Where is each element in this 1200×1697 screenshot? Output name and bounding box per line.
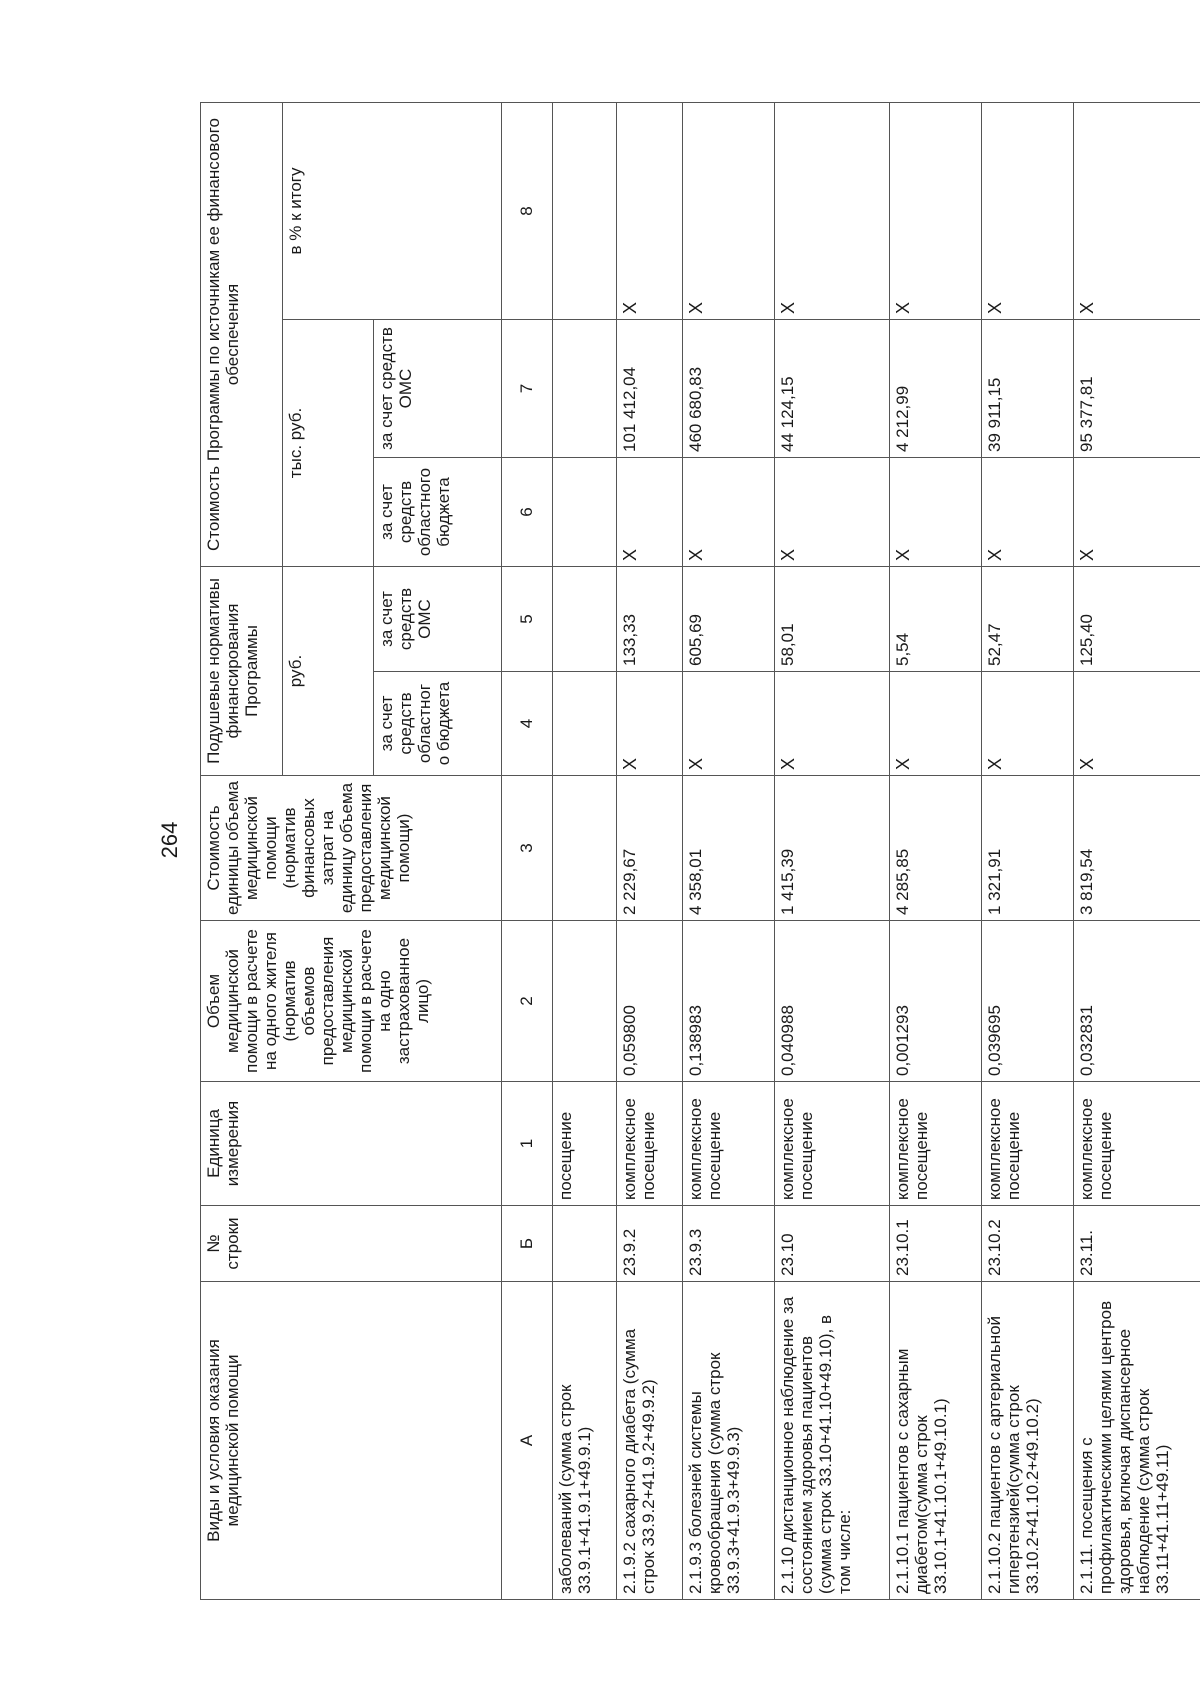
row-unit: комплексное посещение	[683, 1082, 775, 1206]
row-unit-cost: 1 321,91	[982, 776, 1074, 921]
colnum-7: 7	[501, 320, 552, 458]
header-norm-oms: за счет средств ОМС	[374, 567, 502, 672]
row-unit-cost: 1 415,39	[775, 776, 890, 921]
row-name: 2.1.10.1 пациентов с сахарным диабетом(сумма строк 33.10.1+41.10.1+49.10.1)	[890, 1282, 982, 1600]
row-name: 2.1.9.3 болезней системы кровообращения (сумма строк 33.9.3+41.9.3+49.9.3)	[683, 1282, 775, 1600]
row-name: 2.1.11. посещения с профилактическими целями центров здоровья, включая диспансерное наблюдение (сумма строк 33.11+41.11+49.11)	[1074, 1282, 1200, 1600]
row-name: 2.1.10 дистанционное наблюдение за состоянием здоровья пациентов (сумма строк 33.10+41.10+49.10), в том числе:	[775, 1282, 890, 1600]
row-volume: 0,059800	[616, 921, 682, 1082]
row-unit-cost: 2 229,67	[616, 776, 682, 921]
row-norm-budget: Х	[616, 672, 682, 776]
row-percent: Х	[616, 102, 682, 319]
page-number: 264	[157, 821, 182, 859]
header-unit: Единица измерения	[201, 1082, 502, 1206]
header-volume: Объем медицинской помощи в расчете на одного жителя (норматив объемов предоставления медицинской помощи в расчете на одно застрахованное лицо)	[201, 921, 502, 1082]
table-row	[982, 102, 1074, 1599]
header-norm-budget: за счет средств областног о бюджета	[374, 672, 502, 776]
colnum-b: Б	[501, 1206, 552, 1282]
row-norm-budget: Х	[890, 672, 982, 776]
row-cost-oms: 95 377,81	[1074, 320, 1200, 458]
colnum-2: 2	[501, 921, 552, 1082]
row-cost-oms: 44 124,15	[775, 320, 890, 458]
row-percent: Х	[982, 102, 1074, 319]
row-volume: 0,138983	[683, 921, 775, 1082]
row-norm-budget	[552, 672, 616, 776]
row-unit: комплексное посещение	[890, 1082, 982, 1206]
row-unit: комплексное посещение	[982, 1082, 1074, 1206]
row-norm-budget: Х	[683, 672, 775, 776]
colnum-4: 4	[501, 672, 552, 776]
colnum-a: А	[501, 1282, 552, 1600]
header-group-norm: Подушевые нормативы финансирования Программы	[201, 567, 283, 776]
row-cost-budget: Х	[982, 458, 1074, 567]
table-row	[616, 102, 682, 1599]
row-unit-cost	[552, 776, 616, 921]
row-line: 23.11.	[1074, 1206, 1200, 1282]
row-percent: Х	[683, 102, 775, 319]
row-cost-budget: Х	[1074, 458, 1200, 567]
row-percent: Х	[775, 102, 890, 319]
table-row	[552, 102, 616, 1599]
header-unit-rub: руб.	[282, 567, 373, 776]
row-volume: 0,040988	[775, 921, 890, 1082]
row-norm-budget: Х	[775, 672, 890, 776]
row-volume: 0,039695	[982, 921, 1074, 1082]
header-percent: в % к итогу	[282, 102, 501, 319]
colnum-1: 1	[501, 1082, 552, 1206]
row-cost-oms: 39 911,15	[982, 320, 1074, 458]
row-cost-oms: 101 412,04	[616, 320, 682, 458]
row-cost-budget	[552, 458, 616, 567]
header-group-cost: Стоимость Программы по источникам ее финансового обеспечения	[201, 102, 283, 566]
header-cost-budget: за счет средств областного бюджета	[374, 458, 502, 567]
row-name: 2.1.9.2 сахарного диабета (сумма строк 33.9.2+41.9.2+49.9.2)	[616, 1282, 682, 1600]
row-cost-budget: Х	[616, 458, 682, 567]
row-unit: посещение	[552, 1082, 616, 1206]
colnum-3: 3	[501, 776, 552, 921]
row-unit: комплексное посещение	[616, 1082, 682, 1206]
row-cost-budget: Х	[683, 458, 775, 567]
row-cost-oms: 460 680,83	[683, 320, 775, 458]
row-norm-budget: Х	[1074, 672, 1200, 776]
row-unit-cost: 4 285,85	[890, 776, 982, 921]
column-numbers-row	[501, 102, 552, 1599]
row-norm-oms: 52,47	[982, 567, 1074, 672]
header-unit-cost: Стоимость единицы объема медицинской помощи (норматив финансовых затрат на единицу объема предоставления медицинской помощи)	[201, 776, 502, 921]
header-types: Виды и условия оказания медицинской помощи	[201, 1282, 502, 1600]
financing-table	[200, 102, 1200, 1600]
table-row	[1074, 102, 1200, 1599]
row-unit-cost: 4 358,01	[683, 776, 775, 921]
row-volume	[552, 921, 616, 1082]
row-norm-oms	[552, 567, 616, 672]
header-unit-thous: тыс. руб.	[282, 320, 373, 567]
row-line: 23.10.1	[890, 1206, 982, 1282]
row-name: 2.1.10.2 пациентов с артериальной гипертензией(сумма строк 33.10.2+41.10.2+49.10.2)	[982, 1282, 1074, 1600]
row-norm-oms: 5,54	[890, 567, 982, 672]
row-cost-budget: Х	[890, 458, 982, 567]
row-cost-oms	[552, 320, 616, 458]
table-row	[775, 102, 890, 1599]
row-norm-oms: 133,33	[616, 567, 682, 672]
header-cost-oms: за счет средств ОМС	[374, 320, 502, 458]
row-line: 23.10.2	[982, 1206, 1074, 1282]
row-percent	[552, 102, 616, 319]
row-percent: Х	[1074, 102, 1200, 319]
row-norm-oms: 125,40	[1074, 567, 1200, 672]
row-norm-oms: 605,69	[683, 567, 775, 672]
row-unit: комплексное посещение	[775, 1082, 890, 1206]
row-cost-oms: 4 212,99	[890, 320, 982, 458]
row-unit: комплексное посещение	[1074, 1082, 1200, 1206]
row-norm-oms: 58,01	[775, 567, 890, 672]
table-row	[890, 102, 982, 1599]
row-volume: 0,032831	[1074, 921, 1200, 1082]
row-line: 23.9.3	[683, 1206, 775, 1282]
row-volume: 0,001293	[890, 921, 982, 1082]
row-percent: Х	[890, 102, 982, 319]
row-line: 23.9.2	[616, 1206, 682, 1282]
row-unit-cost: 3 819,54	[1074, 776, 1200, 921]
rotated-page	[200, 103, 1200, 1600]
colnum-5: 5	[501, 567, 552, 672]
row-line	[552, 1206, 616, 1282]
colnum-6: 6	[501, 458, 552, 567]
table-row	[683, 102, 775, 1599]
colnum-8: 8	[501, 102, 552, 319]
header-row-1	[201, 102, 283, 1599]
row-cost-budget: Х	[775, 458, 890, 567]
row-name: заболеваний (сумма строк 33.9.1+41.9.1+49.9.1)	[552, 1282, 616, 1600]
row-line: 23.10	[775, 1206, 890, 1282]
header-line-no: № строки	[201, 1206, 502, 1282]
row-norm-budget: Х	[982, 672, 1074, 776]
